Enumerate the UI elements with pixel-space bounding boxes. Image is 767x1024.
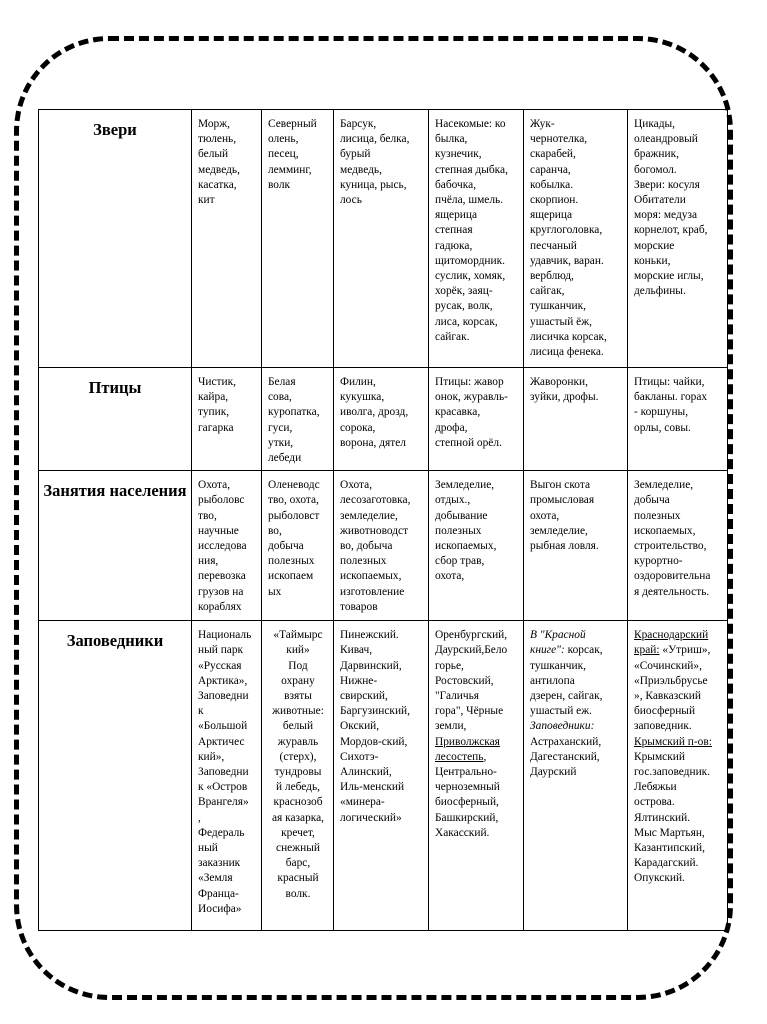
cell-occupations-arctic: Охота, рыболовс тво, научные исследова ния, перевозка грузов на кораблях bbox=[192, 471, 262, 621]
reserves-steppe-rest: , Центрально- черноземный биосферный, Башкирский, Хакасский. bbox=[435, 750, 500, 839]
natural-zones-table bbox=[38, 109, 728, 931]
reserves-desert-reserves-label: Заповедники: bbox=[530, 720, 595, 733]
row-header-occupations: Занятия населения bbox=[39, 471, 192, 621]
cell-reserves-forest: Пинежский. Кивач, Дарвинский, Нижне- свирский, Баргузинский, Окский, Мордов-ский, Сихотэ- Алинский, Иль-менский «минера- логический» bbox=[334, 621, 429, 931]
cell-occupations-forest: Охота, лесозаготовка, земледелие, животноводст во, добыча полезных ископаемых, изготовление товаров bbox=[334, 471, 429, 621]
cell-occupations-subtropics: Земледелие, добыча полезных ископаемых, строительство, курортно- оздоровительна я деятельность. bbox=[628, 471, 728, 621]
reserves-desert-list: Астраханский, Дагестанский, Даурский bbox=[530, 735, 602, 779]
cell-reserves-tundra: «Таймырс кий» Под охрану взяты животные: белый журавль (стерх), тундровы й лебедь, краснозоб ая казарка, кречет, снежный барс, красный волк. bbox=[262, 621, 334, 931]
cell-occupations-tundra: Оленеводс тво, охота, рыболовст во, добыча полезных ископаем ых bbox=[262, 471, 334, 621]
cell-reserves-arctic: Националь ный парк «Русская Арктика», Заповедни к «Большой Арктичес кий», Заповедни к «Остров Врангеля» , Федераль ный заказник «Земля Франца- Иосифа» bbox=[192, 621, 262, 931]
reserves-steppe-underlined: Приволжская лесостепь bbox=[435, 735, 500, 763]
table-row-birds bbox=[39, 368, 728, 471]
cell-animals-tundra: Северный олень, песец, лемминг, волк bbox=[262, 110, 334, 368]
cell-birds-desert: Жаворонки, зуйки, дрофы. bbox=[524, 368, 628, 471]
cell-birds-steppe: Птицы: жавор онок, журавль- красавка, дрофа, степной орёл. bbox=[429, 368, 524, 471]
cell-animals-subtropics: Цикады, олеандровый бражник, богомол. Звери: косуля Обитатели моря: медуза корнелот, краб, морские коньки, морские иглы, дельфины. bbox=[628, 110, 728, 368]
cell-animals-desert: Жук- чернотелка, скарабей, саранча, кобылка. скорпион. ящерица круглоголовка, песчаный удавчик, варан. верблюд, сайгак, тушканчик, ушастый ёж, лисичка корсак, лисица фенека. bbox=[524, 110, 628, 368]
cell-reserves-desert bbox=[524, 621, 628, 931]
cell-birds-forest: Филин, кукушка, иволга, дрозд, сорока, ворона, дятел bbox=[334, 368, 429, 471]
cell-birds-tundra: Белая сова, куропатка, гуси, утки, лебеди bbox=[262, 368, 334, 471]
table-row-animals bbox=[39, 110, 728, 368]
cell-animals-steppe: Насекомые: ко былка, кузнечик, степная дыбка, бабочка, пчёла, шмель. ящерица степная гадюка, щитомордник. суслик, хомяк, хорёк, заяц- русак, волк, лиса, корсак, сайгак. bbox=[429, 110, 524, 368]
row-header-birds: Птицы bbox=[39, 368, 192, 471]
cell-animals-arctic: Морж, тюлень, белый медведь, касатка, кит bbox=[192, 110, 262, 368]
table-row-reserves bbox=[39, 621, 728, 931]
reserves-subtropics-region-crimea: Крымский п-ов: bbox=[634, 735, 712, 748]
cell-birds-subtropics: Птицы: чайки, бакланы. горах - коршуны, орлы, совы. bbox=[628, 368, 728, 471]
cell-birds-arctic: Чистик, кайра, тупик, гагарка bbox=[192, 368, 262, 471]
reserves-subtropics-crimea-list: Крымский гос.заповедник. Лебяжьи острова. Ялтинский. Мыс Мартьян, Казантипский, Карадагский. Опукский. bbox=[634, 750, 711, 885]
row-header-reserves: Заповедники bbox=[39, 621, 192, 931]
reserves-desert-species: корсак, тушканчик, антилопа дзерен, сайгак, ушастый еж. bbox=[530, 644, 603, 718]
table-row-occupations bbox=[39, 471, 728, 621]
cell-animals-forest: Барсук, лисица, белка, бурый медведь, куница, рысь, лось bbox=[334, 110, 429, 368]
reserves-steppe-lead: Оренбургский, Даурский,Бело горье, Ростовский, "Галичья гора", Чёрные земли, bbox=[435, 629, 508, 733]
reserves-desert-red-book-label: В "Красной книге": bbox=[530, 629, 586, 657]
reserves-subtropics-krasnodar-list: «Утриш», «Сочинский», «Приэльбрусье », Кавказский биосферный заповедник. bbox=[634, 644, 711, 733]
cell-reserves-steppe bbox=[429, 621, 524, 931]
cell-occupations-desert: Выгон скота промысловая охота, земледелие, рыбная ловля. bbox=[524, 471, 628, 621]
cell-occupations-steppe: Земледелие, отдых., добывание полезных ископаемых, сбор трав, охота, bbox=[429, 471, 524, 621]
cell-reserves-subtropics bbox=[628, 621, 728, 931]
reserves-subtropics-region-krasnodar: Краснодарский край: bbox=[634, 629, 709, 657]
row-header-animals: Звери bbox=[39, 110, 192, 368]
